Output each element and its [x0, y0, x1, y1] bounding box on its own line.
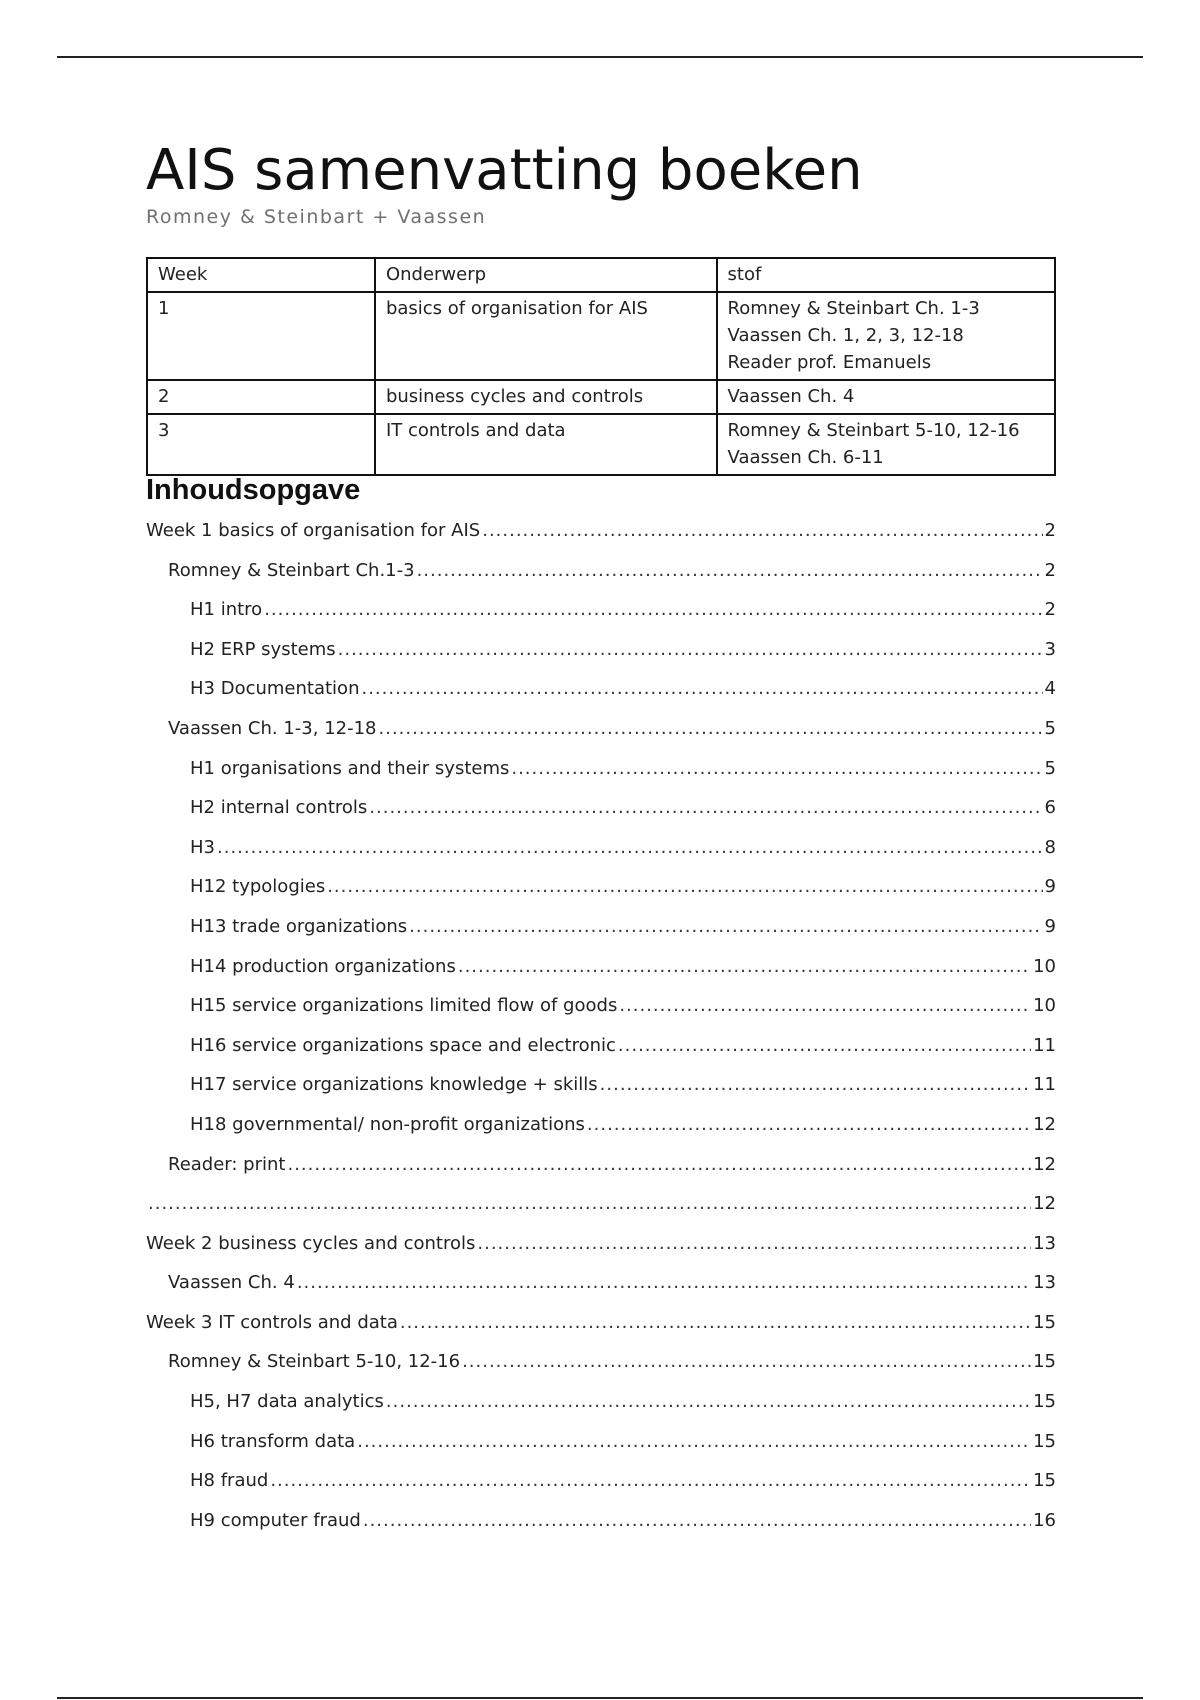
- toc-leader-dots: [379, 718, 1043, 739]
- toc-heading: Inhoudsopgave: [146, 474, 361, 506]
- toc-page-number: 2: [1044, 599, 1056, 621]
- material-line: Romney & Steinbart 5-10, 12-16: [727, 420, 1020, 441]
- toc-entry[interactable]: [146, 797, 1056, 837]
- toc-page-number: 16: [1033, 1509, 1056, 1531]
- material-line: Vaassen Ch. 4: [727, 386, 855, 407]
- toc-leader-dots: [264, 599, 1042, 620]
- topic-cell: basics of organisation for AIS: [375, 292, 717, 380]
- toc-entry[interactable]: [146, 956, 1056, 996]
- toc-leader-dots: [148, 1193, 1031, 1214]
- table-of-contents: [146, 520, 1056, 1549]
- toc-page-number: 3: [1044, 638, 1056, 660]
- toc-entry-label: H3: [190, 836, 215, 858]
- toc-entry-label: Reader: print: [168, 1153, 286, 1175]
- toc-entry[interactable]: [146, 1193, 1056, 1233]
- document-title: AIS samenvatting boeken: [146, 138, 863, 203]
- toc-entry-label: H2 ERP systems: [190, 638, 336, 660]
- toc-entry-label: H17 service organizations knowledge + skills: [190, 1074, 598, 1096]
- toc-leader-dots: [511, 758, 1042, 779]
- schedule-row: [147, 292, 1055, 380]
- toc-page-number: 6: [1044, 797, 1056, 819]
- toc-entry-label: Week 2 business cycles and controls: [146, 1232, 476, 1254]
- toc-entry[interactable]: [146, 758, 1056, 798]
- toc-entry[interactable]: [146, 520, 1056, 560]
- toc-entry[interactable]: [146, 1035, 1056, 1075]
- material-line: Reader prof. Emanuels: [727, 352, 932, 373]
- footer-rule: [57, 1697, 1143, 1699]
- material-cell: [717, 292, 1055, 380]
- toc-page-number: 13: [1033, 1232, 1056, 1254]
- toc-entry[interactable]: [146, 599, 1056, 639]
- toc-entry-label: H12 typologies: [190, 876, 326, 898]
- toc-leader-dots: [297, 1272, 1031, 1293]
- toc-page-number: 12: [1033, 1153, 1056, 1175]
- toc-entry[interactable]: [146, 916, 1056, 956]
- toc-leader-dots: [327, 876, 1042, 897]
- toc-leader-dots: [462, 1351, 1031, 1372]
- toc-entry-label: Week 3 IT controls and data: [146, 1311, 398, 1333]
- toc-page-number: 5: [1044, 717, 1056, 739]
- toc-page-number: 12: [1033, 1193, 1056, 1215]
- toc-leader-dots: [409, 916, 1042, 937]
- toc-entry[interactable]: [146, 1351, 1056, 1391]
- toc-page-number: 10: [1033, 955, 1056, 977]
- toc-leader-dots: [458, 956, 1031, 977]
- toc-entry-label: Romney & Steinbart Ch.1-3: [168, 559, 415, 581]
- toc-leader-dots: [287, 1154, 1031, 1175]
- toc-page-number: 9: [1044, 915, 1056, 937]
- toc-page-number: 5: [1044, 757, 1056, 779]
- toc-page-number: 15: [1033, 1470, 1056, 1492]
- toc-entry[interactable]: [146, 678, 1056, 718]
- week-cell: 2: [147, 380, 375, 414]
- toc-entry[interactable]: [146, 1233, 1056, 1273]
- material-line: Vaassen Ch. 1, 2, 3, 12-18: [727, 325, 964, 346]
- toc-leader-dots: [338, 639, 1043, 660]
- toc-page-number: 11: [1033, 1034, 1056, 1056]
- header-week: Week: [147, 258, 375, 292]
- week-cell: 1: [147, 292, 375, 380]
- toc-page-number: 4: [1044, 678, 1056, 700]
- toc-entry[interactable]: [146, 1510, 1056, 1550]
- toc-page-number: 8: [1044, 836, 1056, 858]
- toc-entry-label: H5, H7 data analytics: [190, 1391, 384, 1413]
- toc-page-number: 15: [1033, 1430, 1056, 1452]
- toc-leader-dots: [618, 1035, 1031, 1056]
- toc-page-number: 15: [1033, 1391, 1056, 1413]
- toc-page-number: 11: [1033, 1074, 1056, 1096]
- header-rule: [57, 56, 1143, 58]
- toc-leader-dots: [619, 995, 1031, 1016]
- toc-leader-dots: [361, 678, 1042, 699]
- toc-entry[interactable]: [146, 1470, 1056, 1510]
- toc-entry-label: Vaassen Ch. 4: [168, 1272, 295, 1294]
- toc-leader-dots: [369, 797, 1042, 818]
- toc-leader-dots: [482, 520, 1042, 541]
- toc-leader-dots: [477, 1233, 1031, 1254]
- document-subtitle: Romney & Steinbart + Vaassen: [146, 205, 487, 228]
- toc-leader-dots: [587, 1114, 1031, 1135]
- toc-entry-label: Romney & Steinbart 5-10, 12-16: [168, 1351, 461, 1373]
- toc-leader-dots: [400, 1312, 1031, 1333]
- toc-page-number: 9: [1044, 876, 1056, 898]
- toc-leader-dots: [270, 1470, 1031, 1491]
- toc-page-number: 13: [1033, 1272, 1056, 1294]
- toc-entry[interactable]: [146, 1114, 1056, 1154]
- toc-entry[interactable]: [146, 995, 1056, 1035]
- toc-leader-dots: [417, 560, 1043, 581]
- page-content: [146, 138, 1056, 1531]
- toc-entry[interactable]: [146, 1272, 1056, 1312]
- schedule-row: [147, 380, 1055, 414]
- toc-page-number: 15: [1033, 1351, 1056, 1373]
- toc-entry-label: H1 intro: [190, 599, 263, 621]
- schedule-header-row: [147, 258, 1055, 292]
- material-line: Romney & Steinbart Ch. 1-3: [727, 298, 980, 319]
- material-cell: [717, 380, 1055, 414]
- toc-entry-label: H18 governmental/ non-profit organizations: [190, 1113, 585, 1135]
- toc-entry-label: H16 service organizations space and electronic: [190, 1034, 616, 1056]
- toc-leader-dots: [386, 1391, 1031, 1412]
- header-topic: Onderwerp: [375, 258, 717, 292]
- toc-entry-label: H3 Documentation: [190, 678, 360, 700]
- toc-entry-label: H6 transform data: [190, 1430, 356, 1452]
- toc-leader-dots: [600, 1074, 1031, 1095]
- toc-entry[interactable]: [146, 837, 1056, 877]
- toc-leader-dots: [357, 1431, 1031, 1452]
- material-line: Vaassen Ch. 6-11: [727, 447, 884, 468]
- toc-entry[interactable]: [146, 560, 1056, 600]
- header-material: stof: [717, 258, 1055, 292]
- toc-page-number: 15: [1033, 1311, 1056, 1333]
- toc-page-number: 12: [1033, 1113, 1056, 1135]
- toc-entry-label: H1 organisations and their systems: [190, 757, 510, 779]
- toc-entry-label: H13 trade organizations: [190, 915, 408, 937]
- toc-entry-label: H14 production organizations: [190, 955, 456, 977]
- schedule-table: [146, 257, 1056, 476]
- toc-entry-label: H2 internal controls: [190, 797, 368, 819]
- toc-entry[interactable]: [146, 876, 1056, 916]
- toc-page-number: 10: [1033, 995, 1056, 1017]
- toc-entry-label: H8 fraud: [190, 1470, 269, 1492]
- topic-cell: business cycles and controls: [375, 380, 717, 414]
- toc-entry[interactable]: [146, 1391, 1056, 1431]
- toc-entry-label: Vaassen Ch. 1-3, 12-18: [168, 717, 377, 739]
- material-cell: [717, 414, 1055, 475]
- toc-entry-label: Week 1 basics of organisation for AIS: [146, 520, 481, 541]
- toc-page-number: 2: [1044, 520, 1056, 541]
- toc-leader-dots: [217, 837, 1043, 858]
- toc-entry[interactable]: [146, 718, 1056, 758]
- toc-leader-dots: [363, 1510, 1031, 1531]
- toc-entry[interactable]: [146, 1154, 1056, 1194]
- toc-entry[interactable]: [146, 1074, 1056, 1114]
- toc-entry-label: H9 computer fraud: [190, 1509, 361, 1531]
- toc-entry-label: H15 service organizations limited flow of goods: [190, 995, 618, 1017]
- toc-entry[interactable]: [146, 1312, 1056, 1352]
- toc-page-number: 2: [1044, 559, 1056, 581]
- toc-entry[interactable]: [146, 639, 1056, 679]
- schedule-row: [147, 414, 1055, 475]
- toc-entry[interactable]: [146, 1431, 1056, 1471]
- week-cell: 3: [147, 414, 375, 475]
- topic-cell: IT controls and data: [375, 414, 717, 475]
